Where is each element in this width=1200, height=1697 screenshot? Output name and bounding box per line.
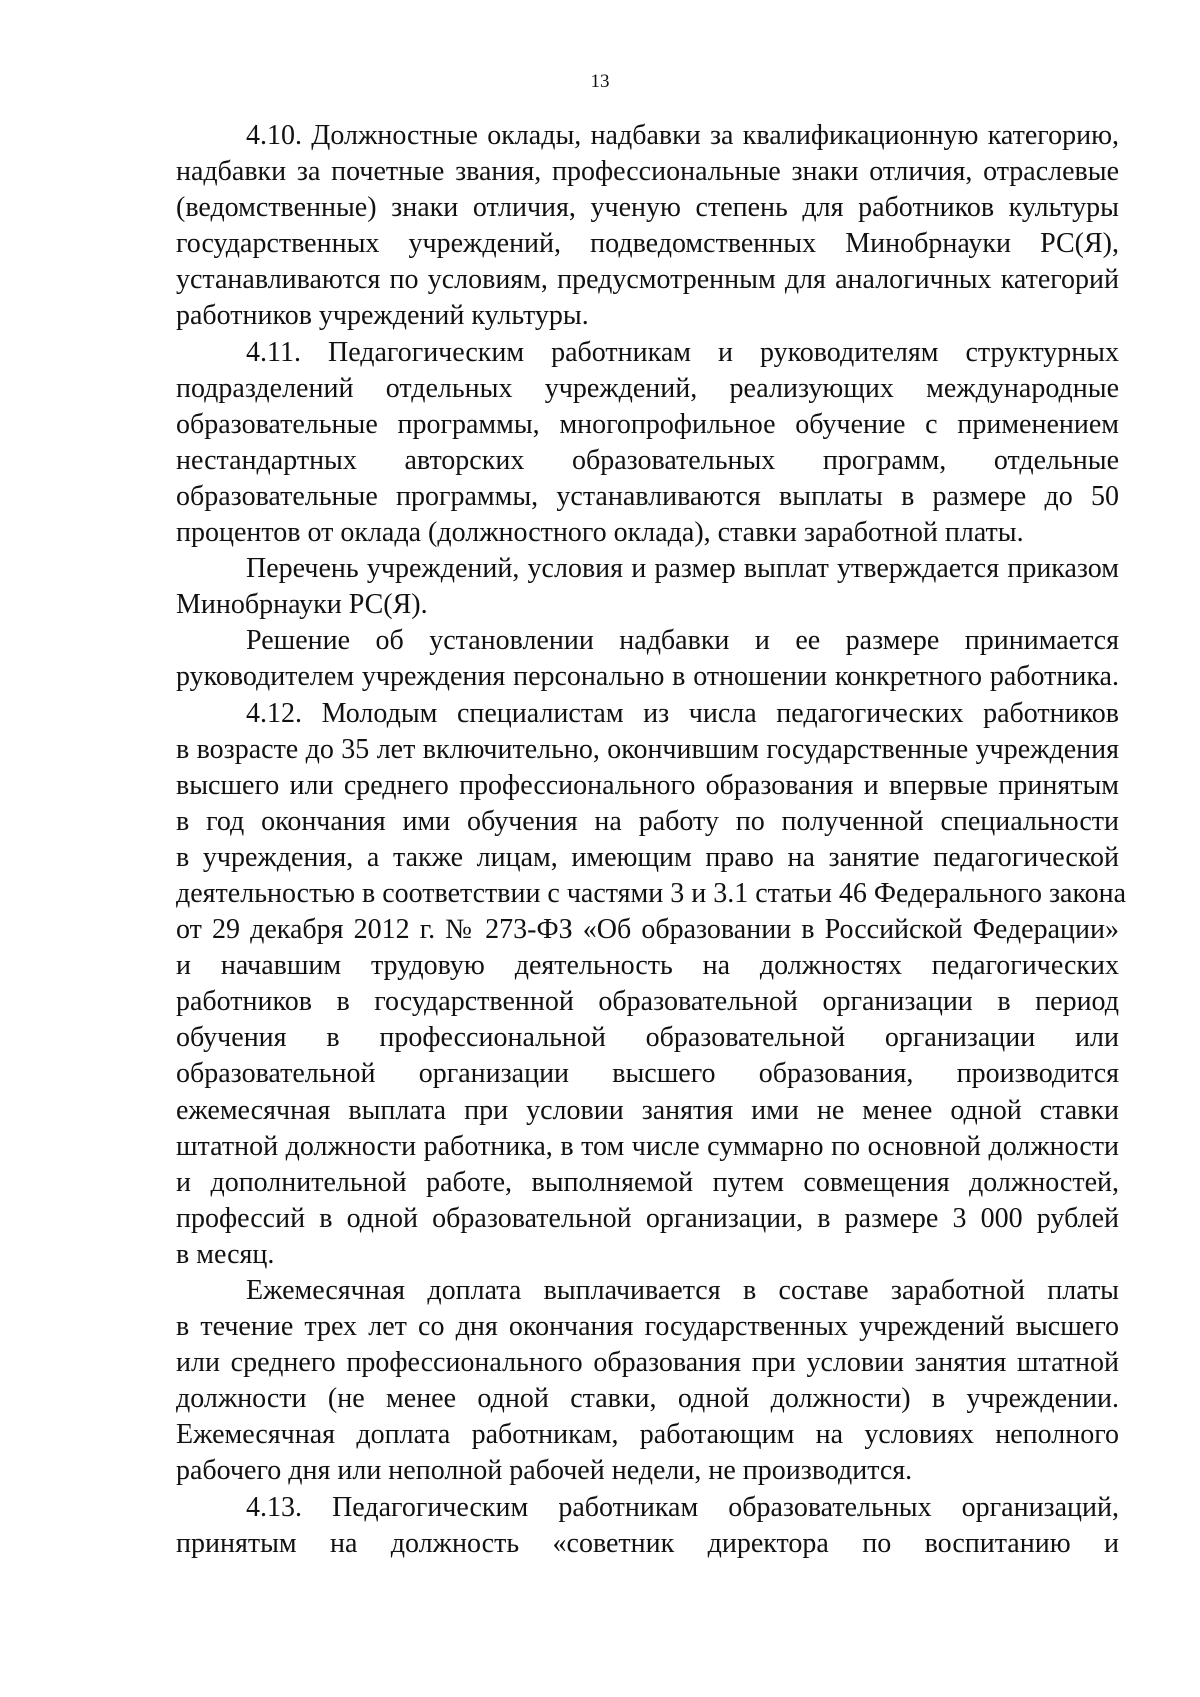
text-line: устанавливаются по условиям, предусмотренным для аналогичных категорий xyxy=(176,264,1119,296)
text-line: процентов от оклада (должностного оклада), ставки заработной платы. xyxy=(176,517,1024,549)
page-number: 13 xyxy=(590,71,610,92)
text-line: должности (не менее одной ставки, одной должности) в учреждении. xyxy=(176,1383,1119,1415)
text-line: принятым на должность «советник директора по воспитанию и xyxy=(176,1527,1119,1559)
text-line: Ежемесячная доплата работникам, работающим на условиях неполного xyxy=(176,1419,1119,1451)
text-line: и дополнительной работе, выполняемой путем совмещения должностей, xyxy=(176,1166,1119,1198)
text-line: или среднего профессионального образования при условии занятия штатной xyxy=(176,1347,1119,1379)
text-line: в месяц. xyxy=(176,1238,275,1270)
text-line: в течение трех лет со дня окончания государственных учреждений высшего xyxy=(176,1311,1119,1343)
text-line: 4.13. Педагогическим работникам образовательных организаций, xyxy=(246,1491,1119,1523)
text-line: образовательные программы, устанавливаются выплаты в размере до 50 xyxy=(176,480,1119,512)
text-line: профессий в одной образовательной организации, в размере 3 000 рублей xyxy=(176,1202,1119,1234)
text-line: в возрасте до 35 лет включительно, окончившим государственные учреждения xyxy=(176,733,1119,765)
text-line: обучения в профессиональной образовательной организации или xyxy=(176,1022,1119,1054)
text-line: руководителем учреждения персонально в отношении конкретного работника. xyxy=(176,661,1119,693)
paragraph-p4-11 xyxy=(176,335,1119,552)
document-body xyxy=(176,118,1127,1562)
paragraph-p4-11-list xyxy=(176,551,1119,623)
text-line: 4.12. Молодым специалистам из числа педагогических работников xyxy=(246,697,1119,729)
text-line: образовательной организации высшего образования, производится xyxy=(176,1058,1119,1090)
text-line: государственных учреждений, подведомственных Минобрнауки РС(Я), xyxy=(176,228,1119,260)
text-line: в год окончания ими обучения на работу по полученной специальности xyxy=(176,805,1119,837)
paragraph-p4-12 xyxy=(176,696,1127,1274)
paragraph-p4-12-monthly xyxy=(176,1273,1119,1490)
text-line: в учреждения, а также лицам, имеющим право на занятие педагогической xyxy=(176,841,1119,873)
text-line: надбавки за почетные звания, профессиональные знаки отличия, отраслевые xyxy=(176,156,1119,188)
text-line: и начавшим трудовую деятельность на должностях педагогических xyxy=(176,950,1119,982)
paragraph-p4-11-decision xyxy=(176,623,1119,695)
paragraph-p4-13 xyxy=(176,1490,1119,1562)
text-line: штатной должности работника, в том числе суммарно по основной должности xyxy=(176,1130,1119,1162)
text-line: 4.10. Должностные оклады, надбавки за квалификационную категорию, xyxy=(246,120,1119,151)
text-line: образовательные программы, многопрофильное обучение с применением xyxy=(176,408,1119,440)
text-line: от 29 декабря 2012 г. № 273-ФЗ «Об образовании в Российской Федерации» xyxy=(176,914,1119,946)
text-line: высшего или среднего профессионального образования и впервые принятым xyxy=(176,769,1119,801)
text-line: рабочего дня или неполной рабочей недели, не производится. xyxy=(176,1455,913,1487)
text-line: нестандартных авторских образовательных программ, отдельные xyxy=(176,444,1119,476)
text-line: Ежемесячная доплата выплачивается в составе заработной платы xyxy=(246,1275,1119,1306)
text-line: 4.11. Педагогическим работникам и руководителям структурных xyxy=(246,336,1119,368)
text-line: работников учреждений культуры. xyxy=(176,300,589,332)
text-line: деятельностью в соответствии с частями 3 и 3.1 статьи 46 Федерального закона xyxy=(176,877,1127,909)
text-line: (ведомственные) знаки отличия, ученую степень для работников культуры xyxy=(176,192,1119,224)
text-line: Решение об установлении надбавки и ее размере принимается xyxy=(246,625,1119,657)
text-line: подразделений отдельных учреждений, реализующих международные xyxy=(176,372,1119,404)
text-line: ежемесячная выплата при условии занятия ими не менее одной ставки xyxy=(176,1094,1119,1126)
text-line: Перечень учреждений, условия и размер выплат утверждается приказом xyxy=(246,553,1119,585)
text-line: работников в государственной образовательной организации в период xyxy=(176,986,1119,1018)
paragraph-p4-10 xyxy=(176,118,1119,335)
text-line: Минобрнауки РС(Я). xyxy=(176,589,428,621)
